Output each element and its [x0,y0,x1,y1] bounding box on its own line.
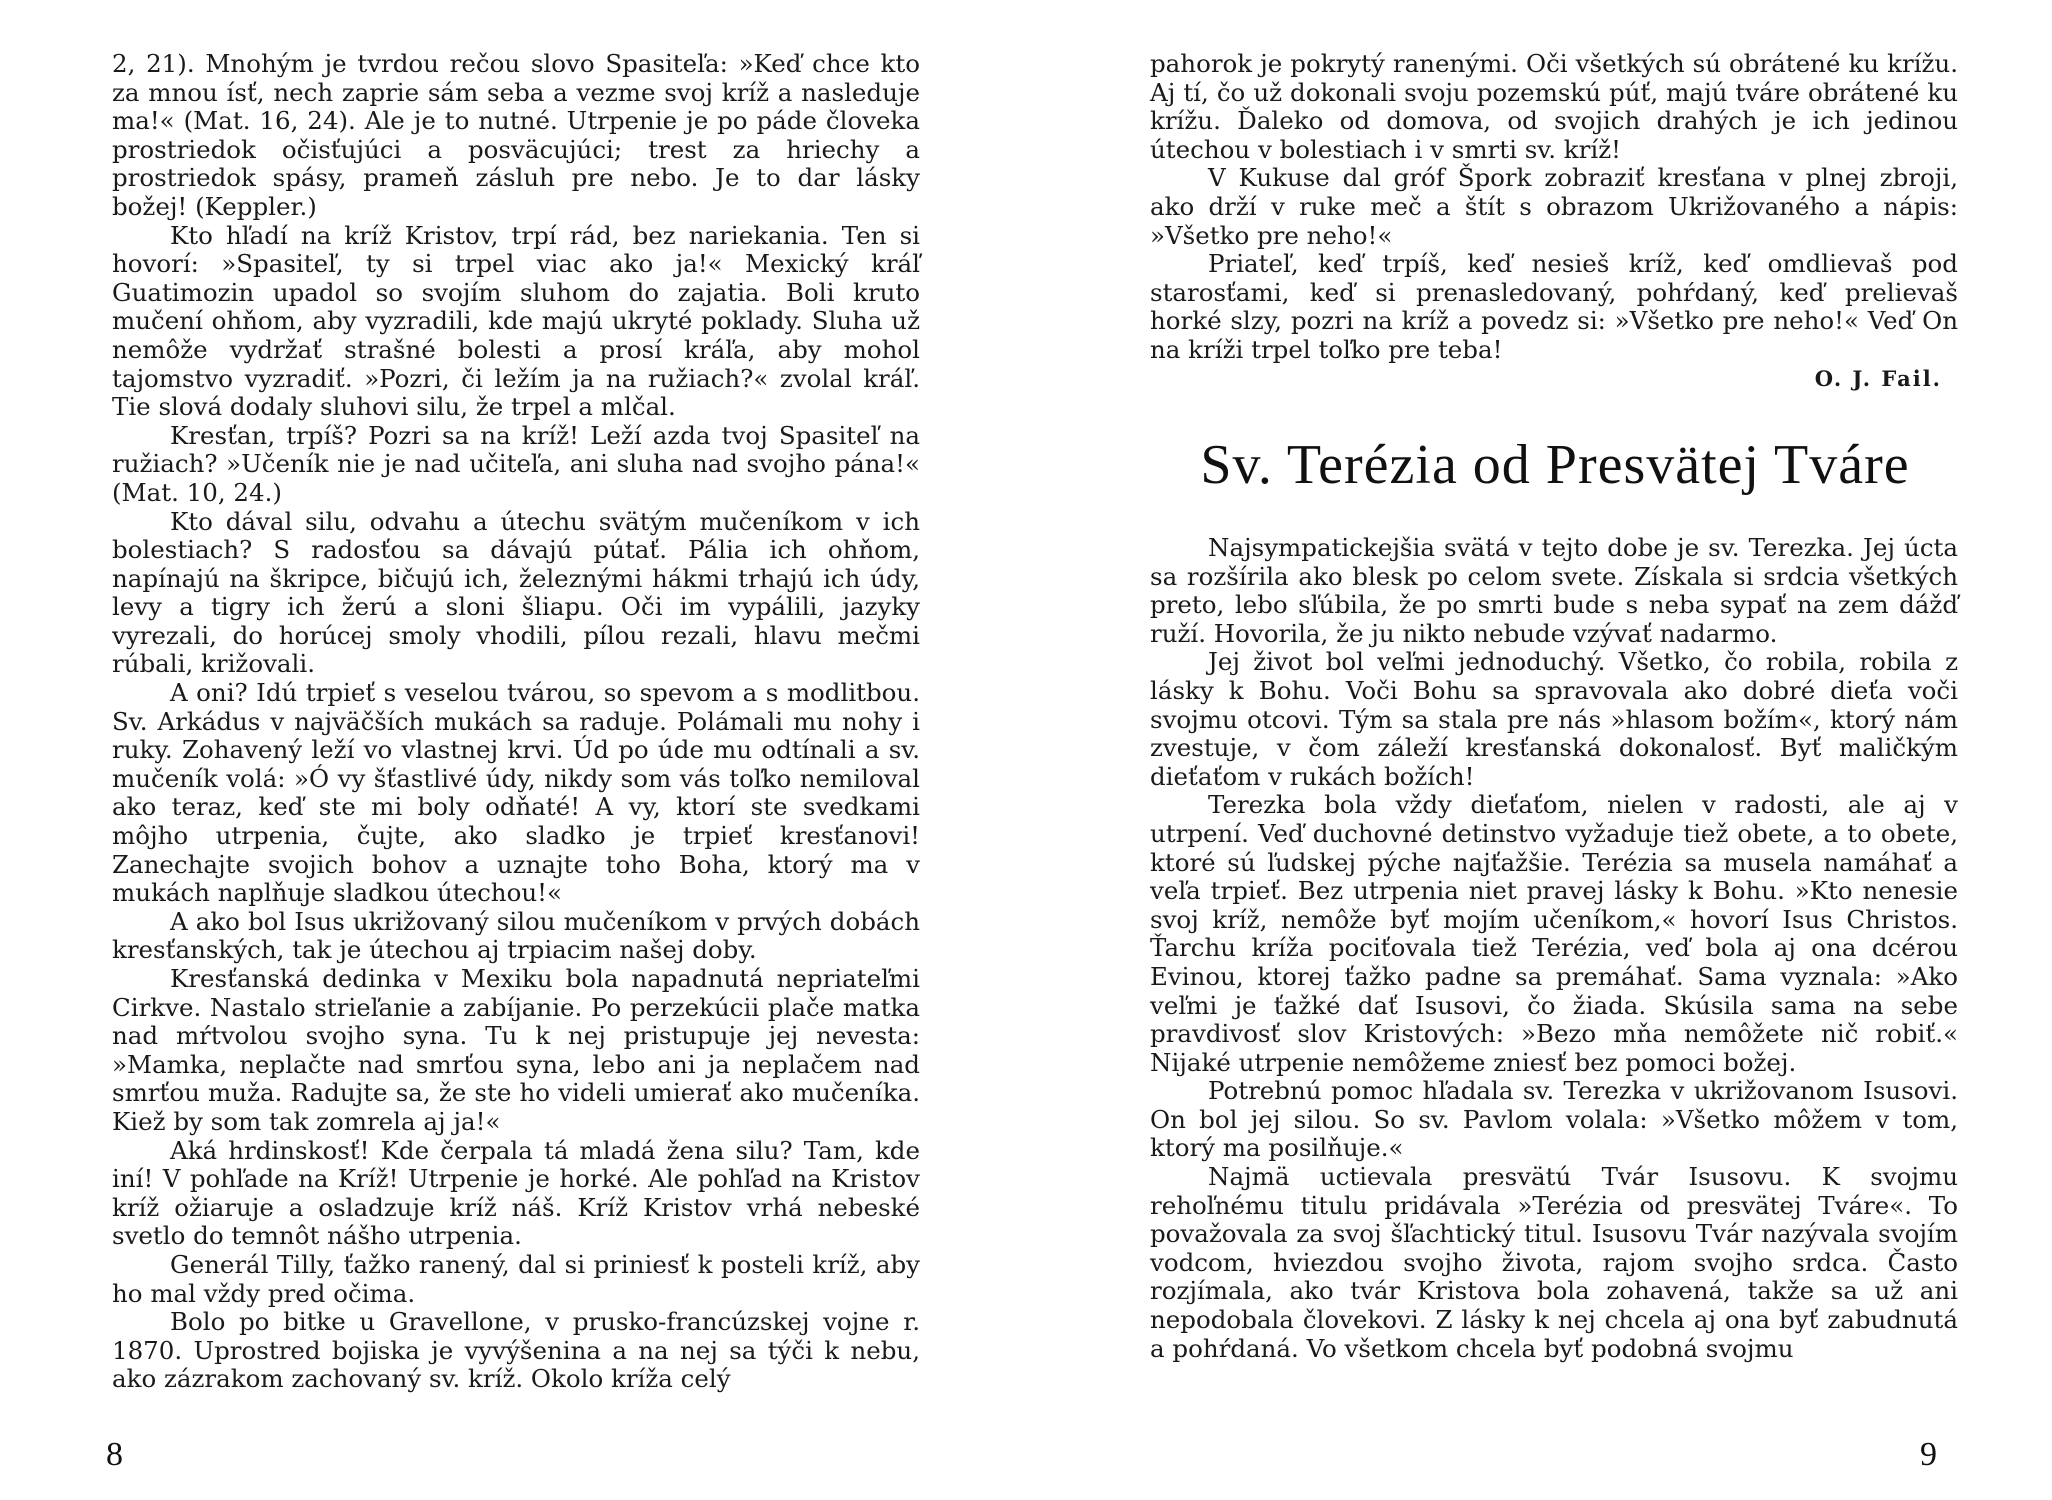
paragraph: Generál Tilly, ťažko ranený, dal si priniesť k posteli kríž, aby ho mal vždy pred očima. [112,1249,920,1308]
paragraph: Terezka bola vždy dieťaťom, nielen v radosti, ale aj v utrpení. Veď duchovné detinstvo vyžaduje tiež obete, a to obete, ktoré sú ľudskej pýche najťažšie. Terézia sa musela namáhať a veľa trpieť. Bez utrpenia niet pravej lásky k Bohu. »Kto nenesie svoj kríž, nemôže byť mojím učeníkom,« hovorí Isus Christos. Ťarchu kríža pociťovala tiež Terézia, veď bola aj ona dcérou Evinou, ktorej ťažko padne sa premáhať. Sama vyznala: »Ako veľmi je ťažké dať Isusovi, čo žiada. Skúsila sama na sebe pravdivosť slov Kristových: »Bezo mňa nemôžete nič robiť.« Nijaké utrpenie nemôžeme zniesť bez pomoci božej. [1150,790,1958,1077]
paragraph: Aká hrdinskosť! Kde čerpala tá mladá žena silu? Tam, kde iní! V pohľade na Kríž! Utrpenie je horké. Ale pohľad na Kristov kríž ožiaruje a osladzuje kríž náš. Kríž Kristov vrhá nebeské svetlo do temnôt nášho utrpenia. [112,1135,920,1251]
right-top-text-column [1150,50,1958,393]
paragraph: V Kukuse dal gróf Špork zobraziť kresťana v plnej zbroji, ako drží v ruke meč a štít s obrazom Ukrižovaného a nápis: »Všetko pre neho!« [1150,163,1958,250]
paragraph: Kto dával silu, odvahu a útechu svätým mučeníkom v ich bolestiach? S radosťou sa dávajú pútať. Pália ich ohňom, napínajú na škripce, bičujú ich, železnými hákmi trhajú ich údy, levy a tigry ich žerú a sloni šliapu. Oči im vypálili, jazyky vyrezali, do horúcej smoly vhodili, pílou rezali, hlavu mečmi rúbali, križovali. [112,506,920,679]
paragraph: Priateľ, keď trpíš, keď nesieš kríž, keď omdlievaš pod starosťami, keď si prenasledovaný, pohŕdaný, keď prelievaš horké slzy, pozri na kríž a povedz si: »Všetko pre neho!« Veď On na kríži trpel toľko pre teba! [1150,249,1958,364]
paragraph: Bolo po bitke u Gravellone, v prusko-francúzskej vojne r. 1870. Uprostred bojiska je vyvýšenina a na nej sa týči k nebu, ako zázrakom zachovaný sv. kríž. Okolo kríža celý [112,1307,920,1394]
paragraph: 2, 21). Mnohým je tvrdou rečou slovo Spasiteľa: »Keď chce kto za mnou ísť, nech zaprie sám seba a vezme svoj kríž a nasleduje ma!« (Mat. 16, 24). Ale je to nutné. Utrpenie je po páde človeka prostriedok očisťujúci a posväcujúci; trest za hriechy a prostriedok spásy, prameň zásluh pre nebo. Je to dar lásky božej! (Keppler.) [112,49,920,221]
page-number-left: 8 [106,1436,123,1473]
page-number-right: 9 [1920,1436,1937,1473]
right-body-text-column [1150,534,1958,1363]
paragraph: A ako bol Isus ukrižovaný silou mučeníkom v prvých dobách kresťanských, tak je útechou aj trpiacim našej doby. [112,906,920,965]
paragraph: Kresťan, trpíš? Pozri sa na kríž! Leží azda tvoj Spasiteľ na ružiach? »Učeník nie je nad učiteľa, ani sluha nad svojho pána!« (Mat. 10, 24.) [112,420,920,507]
paragraph: Najsympatickejšia svätá v tejto dobe je sv. Terezka. Jej úcta sa rozšírila ako blesk po celom svete. Získala si srdcia všetkých preto, lebo sľúbila, že po smrti bude s neba sypať na zem dážď ruží. Hovorila, že ju nikto nebude vzývať nadarmo. [1150,533,1958,648]
paragraph: Kto hľadí na kríž Kristov, trpí rád, bez nariekania. Ten si hovorí: »Spasiteľ, ty si trpel viac ako ja!« Mexický kráľ Guatimozin upadol so svojím sluhom do zajatia. Boli kruto mučení ohňom, aby vyzradili, kde majú ukryté poklady. Sluha už nemôže vydržať strašné bolesti a prosí kráľa, aby mohol tajomstvo vyzradiť. »Pozri, či ležím ja na ružiach?« zvolal kráľ. Tie slová dodaly sluhovi silu, že trpel a mlčal. [112,220,920,422]
paragraph: A oni? Idú trpieť s veselou tvárou, so spevom a s modlitbou. Sv. Arkádus v najväčších mukách sa raduje. Polámali mu nohy i ruky. Zohavený leží vo vlastnej krvi. Úd po úde mu odtínali a sv. mučeník volá: »Ó vy šťastlivé údy, nikdy som vás toľko nemiloval ako teraz, keď ste mi boly odňaté! A vy, ktorí ste svedkami môjho utrpenia, čujte, ako sladko je trpieť kresťanovi! Zanechajte svojich bohov a uznajte toho Boha, ktorý ma v mukách naplňuje sladkou útechou!« [112,678,920,908]
paragraph: pahorok je pokrytý ranenými. Oči všetkých sú obrátené ku krížu. Aj tí, čo už dokonali svoju pozemskú púť, majú tváre obrátené ku krížu. Ďaleko od domova, od svojich drahých je ich jedinou útechou v bolestiach i v smrti sv. kríž! [1150,49,1958,164]
paragraph: Kresťanská dedinka v Mexiku bola napadnutá nepriateľmi Cirkve. Nastalo strieľanie a zabíjanie. Po perzekúcii plače matka nad mŕtvolou svojho syna. Tu k nej pristupuje jej nevesta: »Mamka, neplačte nad smrťou syna, lebo ani ja neplačem nad smrťou muža. Radujte sa, že ste ho videli umierať ako mučeníka. Kiež by som tak zomrela aj ja!« [112,964,920,1136]
paragraph: Najmä uctievala presvätú Tvár Isusovu. K svojmu rehoľnému titulu pridávala »Terézia od presvätej Tváre«. To považovala za svoj šľachtický titul. Isusovu Tvár nazývala svojím vodcom, hviezdou svojho života, rajom svojho srdca. Často rozjímala, ako tvár Kristova bola zohavená, takže sa už ani nepodobala človekovi. Z lásky k nej chcela aj ona byť zabudnutá a pohŕdaná. Vo všetkom chcela byť podobná svojmu [1150,1162,1958,1363]
article-title: Sv. Terézia od Presvätej Tváre [1200,434,1910,496]
paragraph: Potrebnú pomoc hľadala sv. Terezka v ukrižovanom Isusovi. On bol jej silou. So sv. Pavlom volala: »Všetko môžem v tom, ktorý ma posilňuje.« [1150,1076,1958,1163]
right-page [1026,0,2052,1500]
left-text-column [112,50,920,1394]
author-signature: O. J. Fail. [1814,365,1942,391]
paragraph: Jej život bol veľmi jednoduchý. Všetko, čo robila, robila z lásky k Bohu. Voči Bohu sa spravovala ako dobré dieťa voči svojmu otcovi. Tým sa stala pre nás »hlasom božím«, ktorý nám zvestuje, v čom záleží kresťanská dokonalosť. Byť maličkým dieťaťom v rukách božích! [1150,647,1958,791]
